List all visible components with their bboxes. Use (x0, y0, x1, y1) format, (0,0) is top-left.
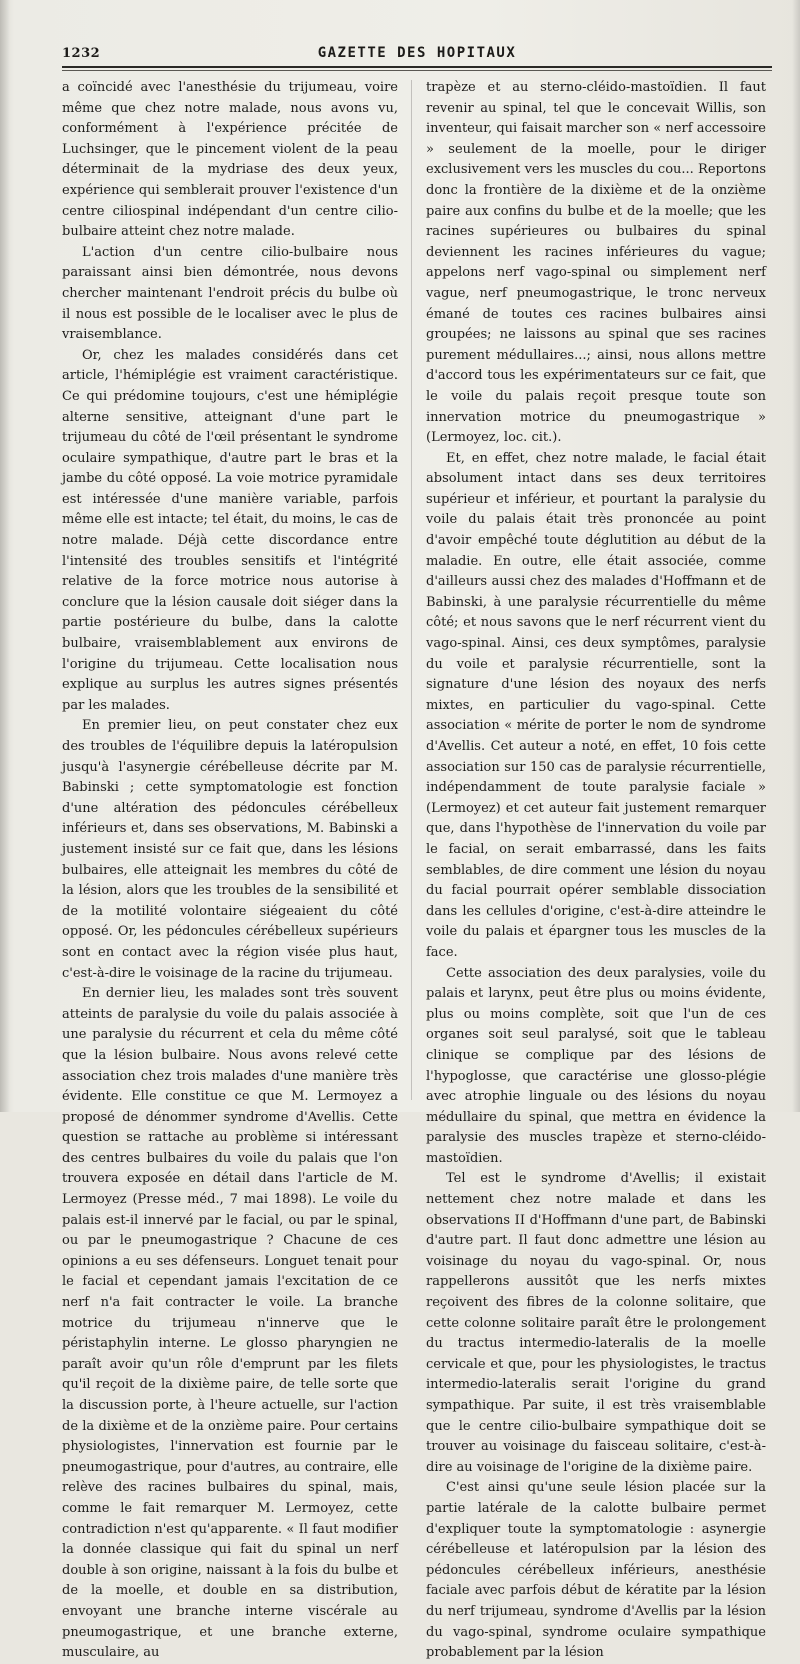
paragraph: Or, chez les malades considérés dans cet article, l'hémiplégie est vraiment caractéristique. Ce qui prédomine toujours, c'est une hémiplégie alterne sensitive, atteignant d'une part le trijumeau du côté de l'œil présentant le syndrome oculaire sympathique, d'autre part le bras et la jambe du côté opposé. La voie motrice pyramidale est intéressée d'une manière variable, parfois même elle est intacte; tel était, du moins, le cas de notre malade. Déjà cette discordance entre l'intensité des troubles sensitifs et l'intégrité relative de la force motrice nous autorise à conclure que la lésion causale doit siéger dans la partie postérieure du bulbe, dans la calotte bulbaire, vraisemblablement aux environs de l'origine du trijumeau. Cette localisation nous explique au surplus les autres signes présentés par les malades. (62, 347, 398, 713)
right-column (426, 78, 766, 1661)
header-rule-thin (62, 70, 772, 71)
page-header (62, 40, 772, 66)
page-edge-shadow (792, 0, 800, 1112)
header-rule-thick (62, 66, 772, 68)
paragraph: Et, en effet, chez notre malade, le facial était absolument intact dans ses deux territoires supérieur et inférieur, et pourtant la paralysie du voile du palais était très prononcée au point d'avoir empêché toute déglutition au début de la maladie. En outre, elle était associée, comme d'ailleurs aussi chez des malades d'Hoffmann et de Babinski, à une paralysie récurrentielle du même côté; et nous savons que le nerf récurrent vient du vago-spinal. Ainsi, ces deux symptômes, paralysie du voile et paralysie récurrentielle, sont la signature d'une lésion des noyaux des nerfs mixtes, en particulier du vago-spinal. Cette association « mérite de porter le nom de syndrome d'Avellis. Cet auteur a noté, en effet, 10 fois cette association sur 150 cas de paralysie récurrentielle, indépendamment de toute paralysie faciale » (Lermoyez) et cet auteur fait justement remarquer que, dans l'hypothèse de l'innervation du voile par le facial, on serait embarrassé, dans les faits semblables, de dire comment une lésion du noyau du facial pourrait opérer semblable dissociation dans les cellules d'origine, c'est-à-dire atteindre le voile du palais et épargner tous les muscles de la face. (426, 450, 766, 960)
paragraph: Cette association des deux paralysies, voile du palais et larynx, peut être plus ou moins évidente, plus ou moins complète, soit que l'un de ces organes soit seul paralysé, soit que le tableau clinique se complique par des lésions de l'hypoglosse, que caractérise une glosso-plégie avec atrophie linguale ou des lésions du noyau médullaire du spinal, que mettra en évidence la paralysie des muscles trapèze et sterno-cléido-mastoïdien. (426, 965, 766, 1166)
paragraph: C'est ainsi qu'une seule lésion placée sur la partie latérale de la calotte bulbaire permet d'expliquer toute la symptomatologie : asynergie cérébelleuse et latéropulsion par la lésion des pédoncules cérébelleux inférieurs, anesthésie faciale avec parfois début de kératite par la lésion du nerf trijumeau, syndrome d'Avellis par la lésion du vago-spinal, syndrome oculaire sympathique probablement par la lésion (426, 1480, 766, 1661)
page-number: 1232 (62, 46, 101, 61)
paragraph: L'action d'un centre cilio-bulbaire nous paraissant ainsi bien démontrée, nous devons chercher maintenant l'endroit précis du bulbe où il nous est possible de le localiser avec le plus de vraisemblance. (62, 244, 398, 343)
left-column (62, 78, 398, 1661)
paragraph: a coïncidé avec l'anesthésie du trijumeau, voire même que chez notre malade, nous avons vu, conformément à l'expérience précitée de Luchsinger, que le pincement violent de la peau déterminait de la mydriase des deux yeux, expérience qui semblerait prouver l'existence d'un centre ciliospinal indépendant d'un centre cilio-bulbaire atteint chez notre malade. (62, 80, 398, 240)
running-title: GAZETTE DES HOPITAUX (317, 45, 517, 61)
paragraph: Tel est le syndrome d'Avellis; il existait nettement chez notre malade et dans les observations II d'Hoffmann d'une part, de Babinski d'autre part. Il faut donc admettre une lésion au voisinage du noyau du vago-spinal. Or, nous rappellerons aussitôt que les nerfs mixtes reçoivent des fibres de la colonne solitaire, que cette colonne solitaire paraît être le prolongement du tractus intermedio-lateralis de la moelle cervicale et que, pour les physiologistes, le tractus intermedio-lateralis serait l'origine du grand sympathique. Par suite, il est très vraisemblable que le centre cilio-bulbaire sympathique doit se trouver au voisinage du faisceau solitaire, c'est-à-dire au voisinage de l'origine de la dixième paire. (426, 1171, 766, 1475)
paragraph: trapèze et au sterno-cléido-mastoïdien. Il faut revenir au spinal, tel que le concevait Willis, son inventeur, qui faisait marcher son « nerf accessoire » seulement de la moelle, pour le diriger exclusivement vers les muscles du cou... Reportons donc la frontière de la dixième et de la onzième paire aux confins du bulbe et de la moelle; que les racines supérieures ou bulbaires du spinal deviennent les racines inférieures du vague; appelons nerf vago-spinal ou simplement nerf vague, nerf pneumogastrique, le tronc nerveux émané de toutes ces racines bulbaires ainsi groupées; ne laissons au spinal que ses racines purement médullaires...; ainsi, nous allons mettre d'accord tous les expérimentateurs sur ce fait, que le voile du palais reçoit presque toute son innervation motrice du pneumogastrique » (Lermoyez, loc. cit.). (426, 80, 766, 446)
paragraph: En premier lieu, on peut constater chez eux des troubles de l'équilibre depuis la latéropulsion jusqu'à l'asynergie cérébelleuse décrite par M. Babinski ; cette symptomatologie est fonction d'une altération des pédoncules cérébelleux inférieurs et, dans ses observations, M. Babinski a justement insisté sur ce fait que, dans les lésions bulbaires, elle atteignait les membres du côté de la lésion, alors que les troubles de la sensibilité et de la motilité volontaire siégeaient du côté opposé. Or, les pédoncules cérébelleux supérieurs sont en contact avec la région visée plus haut, c'est-à-dire le voisinage de la racine du trijumeau. (62, 718, 398, 981)
column-gutter (411, 80, 412, 1100)
binding-shadow (0, 0, 10, 1112)
paragraph: En dernier lieu, les malades sont très souvent atteints de paralysie du voile du palais associée à une paralysie du récurrent et cela du même côté que la lésion bulbaire. Nous avons relevé cette association chez trois malades d'une manière très évidente. Elle constitue ce que M. Lermoyez a proposé de dénommer syndrome d'Avellis. Cette question se rattache au problème si intéressant des centres bulbaires du voile du palais que l'on trouvera exposée en détail dans l'article de M. Lermoyez (Presse méd., 7 mai 1898). Le voile du palais est-il innervé par le facial, ou par le spinal, ou par le pneumogastrique ? Chacune de ces opinions a eu ses défenseurs. Longuet tenait pour le facial et cependant jamais l'excitation de ce nerf n'a fait contracter le voile. La branche motrice du trijumeau n'innerve que le péristaphylin interne. Le glosso pharyngien ne paraît avoir qu'un rôle d'emprunt par les filets qu'il reçoit de la dixième paire, de telle sorte que la discussion porte, à l'heure actuelle, sur l'action de la dixième et de la onzième paire. Pour certains physiologistes, l'innervation est fournie par le pneumogastrique, pour d'autres, au contraire, elle relève des racines bulbaires du spinal, mais, comme le fait remarquer M. Lermoyez, cette contradiction n'est qu'apparente. « Il faut modifier la donnée classique qui fait du spinal un nerf double à son origine, naissant à la fois du bulbe et de la moelle, et double en sa distribution, envoyant une branche interne viscérale au pneumogastrique, et une branche externe, musculaire, au (62, 986, 398, 1661)
